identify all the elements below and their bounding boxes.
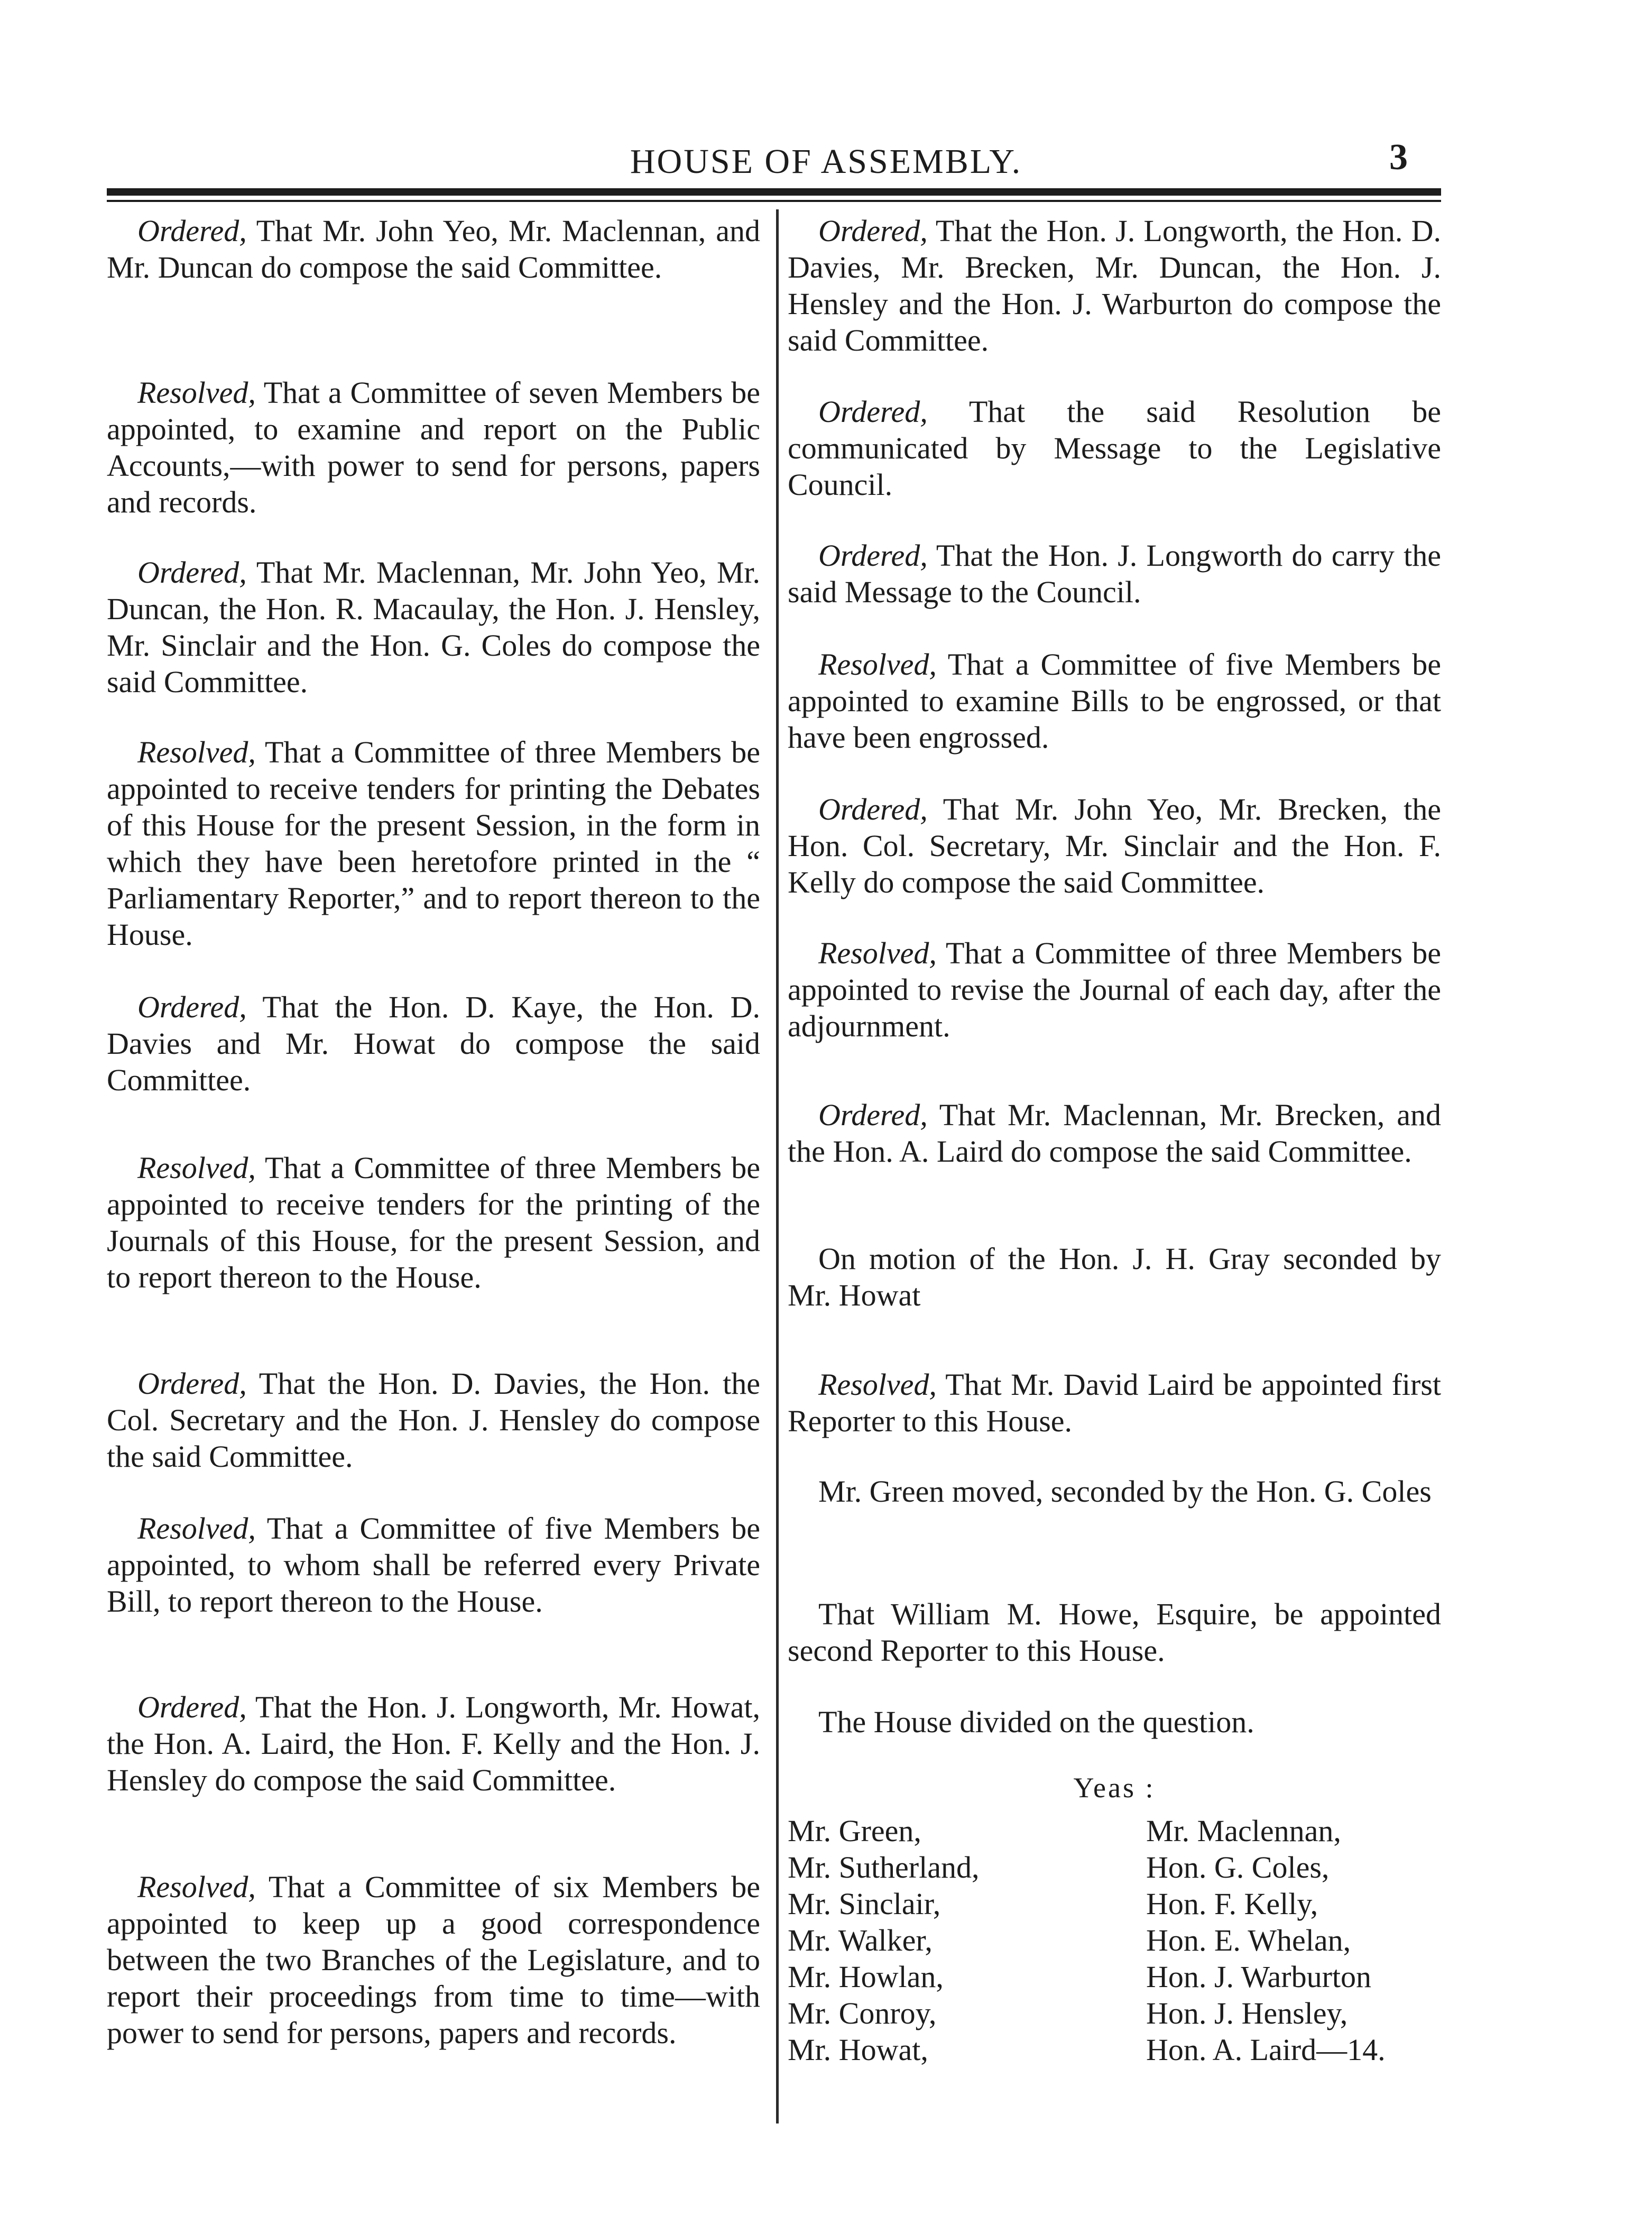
entry-paragraph bbox=[107, 1510, 760, 1620]
entry-lead: Ordered, bbox=[818, 792, 928, 826]
entry-paragraph bbox=[788, 537, 1441, 610]
entry-text: That the Hon. D. Kaye, the Hon. D. Davies and Mr. Howat do compose the said Committee. bbox=[107, 990, 761, 1097]
entry-paragraph bbox=[788, 1473, 1441, 1510]
entry-text: That a Committee of six Members be appointed to keep up a good correspondence between the two Branches of the Legislature, and to report their proceedings from time to time—with power to send for persons, papers and records. bbox=[107, 1870, 760, 2050]
entry-paragraph bbox=[107, 989, 760, 1098]
entry-paragraph bbox=[107, 1365, 760, 1475]
entry-text: On motion of the Hon. J. H. Gray seconded by Mr. Howat bbox=[788, 1242, 1441, 1312]
yeas-list-right bbox=[1146, 1813, 1442, 2068]
yea-member: Mr. Howat, bbox=[788, 2033, 928, 2067]
yea-member: Mr. Sutherland, bbox=[788, 1850, 980, 1884]
entry-text: That William M. Howe, Esquire, be appointed second Reporter to this House. bbox=[788, 1597, 1441, 1668]
entry-text: That Mr. John Yeo, Mr. Maclennan, and Mr. Duncan do compose the said Committee. bbox=[107, 214, 761, 284]
entry-lead: Resolved, bbox=[818, 1367, 937, 1402]
entry-text: That Mr. David Laird be appointed first Reporter to this House. bbox=[788, 1367, 1441, 1438]
entry-lead: Resolved, bbox=[137, 1870, 256, 1904]
entry-lead: Ordered, bbox=[818, 1098, 928, 1132]
entry-paragraph bbox=[788, 1704, 1441, 1740]
column-divider bbox=[776, 209, 779, 2123]
entry-lead: Ordered, bbox=[818, 538, 928, 573]
entry-paragraph bbox=[788, 1240, 1441, 1313]
entry-paragraph bbox=[107, 734, 760, 953]
entry-text: That the said Resolution be communicated by Message to the Legislative Council. bbox=[788, 394, 1441, 502]
entry-text: That Mr. John Yeo, Mr. Brecken, the Hon. Col. Secretary, Mr. Sinclair and the Hon. F. Kelly do compose the said Committee. bbox=[788, 792, 1441, 899]
entry-lead: Ordered, bbox=[137, 1690, 247, 1724]
entry-lead: Ordered, bbox=[137, 555, 247, 590]
yeas-list-left bbox=[788, 1813, 1084, 2068]
entry-text: That a Committee of five Members be appointed, to whom shall be referred every Private Bill, to report thereon to the House. bbox=[107, 1511, 761, 1619]
entry-paragraph bbox=[107, 1869, 760, 2051]
entry-text: That a Committee of seven Members be appointed, to examine and report on the Public Accounts,—with power to send for persons, papers and records. bbox=[107, 375, 761, 519]
entry-paragraph bbox=[788, 1097, 1441, 1170]
yea-member: Mr. Green, bbox=[788, 1814, 921, 1848]
page-number: 3 bbox=[1389, 137, 1408, 178]
header-rule-thick bbox=[107, 188, 1441, 196]
entry-lead: Resolved, bbox=[137, 375, 256, 410]
entry-text: That Mr. Maclennan, Mr. John Yeo, Mr. Duncan, the Hon. R. Macaulay, the Hon. J. Hensley, Mr. Sinclair and the Hon. G. Coles do compose the said Committee. bbox=[107, 555, 761, 699]
entry-lead: Resolved, bbox=[818, 647, 937, 682]
entry-lead: Ordered, bbox=[818, 394, 928, 429]
entry-lead: Ordered, bbox=[818, 214, 928, 248]
entry-paragraph bbox=[788, 791, 1441, 900]
yeas-heading: Yeas : bbox=[1073, 1772, 1156, 1804]
entry-text: The House divided on the question. bbox=[818, 1705, 1254, 1739]
yea-member: Mr. Walker, bbox=[788, 1923, 933, 1957]
yea-member: Hon. F. Kelly, bbox=[1146, 1887, 1318, 1921]
entry-text: That a Committee of five Members be appointed to examine Bills to be engrossed, or that have been engrossed. bbox=[788, 647, 1442, 755]
yea-member: Hon. J. Hensley, bbox=[1146, 1996, 1348, 2030]
entry-paragraph bbox=[107, 1689, 760, 1798]
entry-text: That a Committee of three Members be appointed to receive tenders for printing the Debates of this House for the present Session, in the form in which they have been heretofore printed in the “ Parliamentary Reporter,” and to report thereon to the House. bbox=[107, 735, 760, 952]
entry-lead: Ordered, bbox=[137, 214, 247, 248]
yea-member: Mr. Conroy, bbox=[788, 1996, 937, 2030]
entry-paragraph bbox=[107, 1150, 760, 1295]
entry-paragraph bbox=[788, 1596, 1441, 1669]
entry-lead: Ordered, bbox=[137, 990, 247, 1024]
entry-lead: Resolved, bbox=[137, 735, 256, 769]
entry-lead: Resolved, bbox=[818, 936, 937, 970]
entry-lead: Resolved, bbox=[137, 1151, 256, 1185]
yea-member: Hon. J. Warburton bbox=[1146, 1960, 1371, 1994]
entry-text: That Mr. Maclennan, Mr. Brecken, and the Hon. A. Laird do compose the said Committee. bbox=[788, 1098, 1442, 1169]
entry-lead: Ordered, bbox=[137, 1366, 247, 1401]
entry-paragraph bbox=[107, 374, 760, 520]
entry-paragraph bbox=[788, 393, 1441, 503]
yea-member: Mr. Maclennan, bbox=[1146, 1814, 1341, 1848]
yea-member: Hon. G. Coles, bbox=[1146, 1850, 1330, 1884]
entry-paragraph bbox=[788, 1366, 1441, 1439]
entry-text: That a Committee of three Members be appointed to revise the Journal of each day, after the adjournment. bbox=[788, 936, 1441, 1043]
entry-text: That a Committee of three Members be appointed to receive tenders for the printing of the Journals of this House, for the present Session, and to report thereon to the House. bbox=[107, 1151, 760, 1294]
entry-paragraph bbox=[788, 935, 1441, 1044]
entry-text: That the Hon. D. Davies, the Hon. the Col. Secretary and the Hon. J. Hensley do compose the said Committee. bbox=[107, 1366, 760, 1474]
header-rule-thin bbox=[107, 200, 1441, 202]
yea-member: Hon. A. Laird—14. bbox=[1146, 2033, 1386, 2067]
entry-paragraph bbox=[788, 646, 1441, 756]
yea-member: Mr. Sinclair, bbox=[788, 1887, 941, 1921]
yea-member: Hon. E. Whelan, bbox=[1146, 1923, 1351, 1957]
yea-member: Mr. Howlan, bbox=[788, 1960, 944, 1994]
entry-text: That the Hon. J. Longworth do carry the said Message to the Council. bbox=[788, 538, 1441, 609]
entry-text: That the Hon. J. Longworth, Mr. Howat, the Hon. A. Laird, the Hon. F. Kelly and the Hon. J. Hensley do compose the said Committee. bbox=[107, 1690, 760, 1797]
entry-paragraph bbox=[788, 213, 1441, 358]
entry-text: That the Hon. J. Longworth, the Hon. D. Davies, Mr. Brecken, Mr. Duncan, the Hon. J. Hensley and the Hon. J. Warburton do compose the said Committee. bbox=[788, 214, 1441, 357]
entry-paragraph bbox=[107, 213, 760, 286]
running-title: HOUSE OF ASSEMBLY. bbox=[630, 142, 1022, 181]
entry-paragraph bbox=[107, 554, 760, 700]
entry-text: Mr. Green moved, seconded by the Hon. G. Coles bbox=[818, 1474, 1432, 1509]
entry-lead: Resolved, bbox=[137, 1511, 256, 1546]
